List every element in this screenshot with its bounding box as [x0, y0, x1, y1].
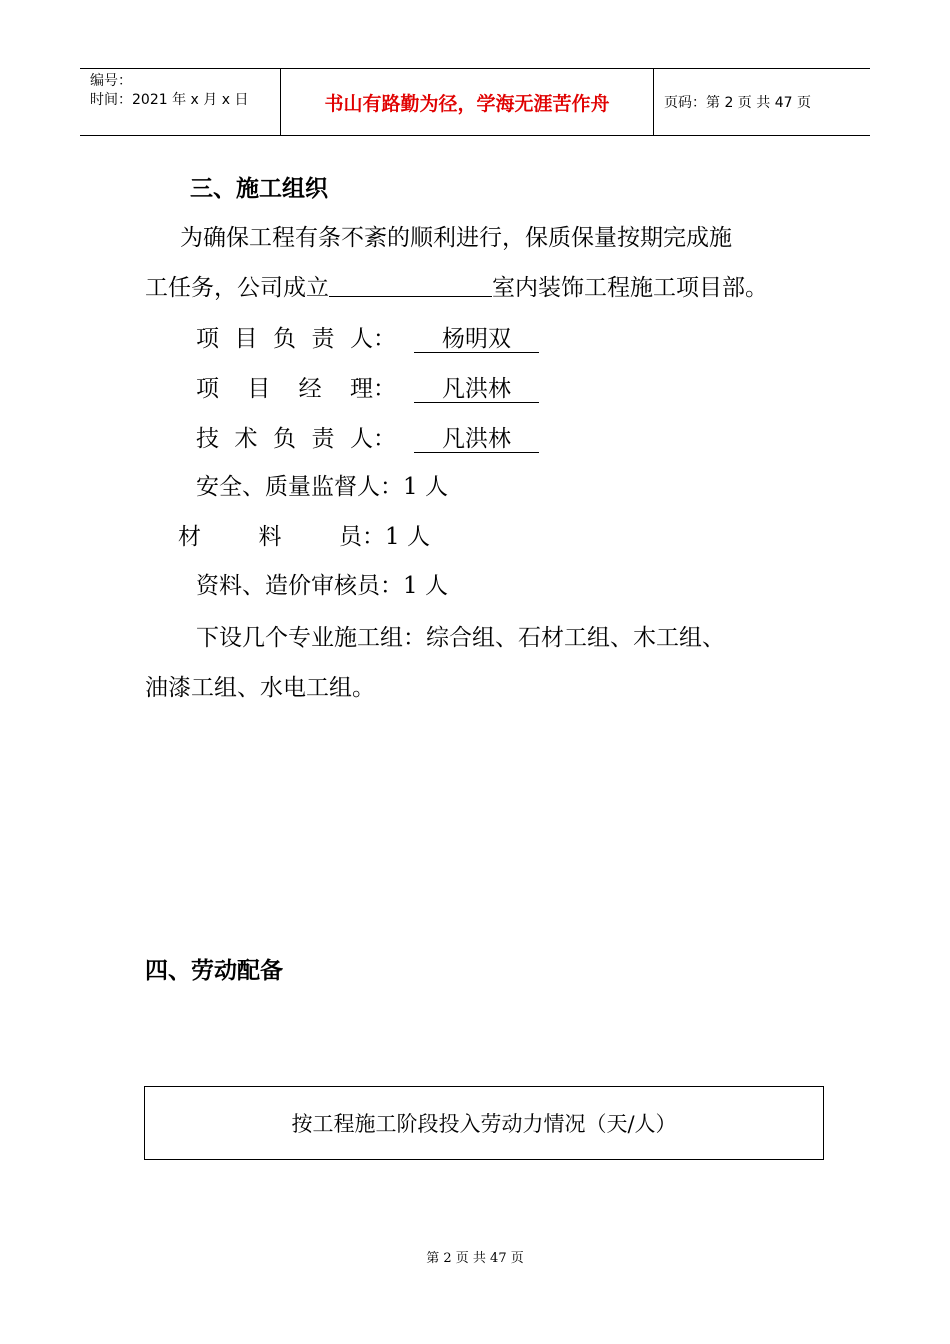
- role-char: 目: [247, 376, 271, 402]
- paragraph-line-2-post: 室内装饰工程施工项目部。: [492, 275, 768, 301]
- role-char: 员：1 人: [339, 524, 430, 550]
- role-char: 理：: [349, 376, 396, 402]
- role-char: 人：: [350, 426, 396, 452]
- groups-line-2: 油漆工组、水电工组。: [145, 675, 375, 701]
- role-project-leader: [196, 320, 539, 353]
- role-value: 杨明双: [414, 326, 539, 353]
- paragraph-line-1: 为确保工程有条不紊的顺利进行，保质保量按期完成施: [180, 225, 732, 251]
- role-char: 经: [298, 376, 322, 402]
- role-project-manager: [196, 370, 539, 403]
- safety-supervisor: 安全、质量监督人：1 人: [196, 474, 448, 500]
- role-label: [196, 370, 396, 403]
- header-page-info: 页码：第 2 页 共 47 页: [664, 95, 811, 111]
- role-label: [196, 320, 396, 353]
- role-technical-leader: [196, 420, 539, 453]
- role-char: 负: [273, 326, 296, 352]
- role-char: 术: [234, 426, 258, 452]
- document-number-label: 编号：: [90, 73, 132, 89]
- material-staff: [178, 518, 430, 551]
- role-label: [196, 420, 396, 453]
- section-4-title: 四、劳动配备: [145, 958, 283, 984]
- role-char: 负: [273, 426, 296, 452]
- docs-reviewer: 资料、造价审核员：1 人: [196, 573, 448, 599]
- paragraph-line-2: [145, 269, 768, 302]
- role-char: 项: [196, 326, 219, 352]
- role-char: 材: [178, 524, 201, 550]
- role-char: 责: [311, 426, 335, 452]
- role-char: 责: [311, 326, 335, 352]
- page-footer: 第 2 页 共 47 页: [426, 1251, 524, 1266]
- role-char: 料: [258, 524, 282, 550]
- role-char: 技: [196, 426, 219, 452]
- project-name-blank: [329, 274, 492, 297]
- material-label: [178, 518, 430, 551]
- labor-table-header: [144, 1086, 824, 1160]
- header-motto: 书山有路勤为径，学海无涯苦作舟: [281, 69, 654, 135]
- section-3-title: 三、施工组织: [190, 176, 328, 202]
- role-char: 目: [234, 326, 258, 352]
- role-value: 凡洪林: [414, 426, 539, 453]
- document-date: 时间：2021 年 x 月 x 日: [90, 92, 249, 108]
- paragraph-line-2-pre: 工任务，公司成立: [145, 275, 329, 301]
- role-char: 人：: [350, 326, 396, 352]
- labor-table-title: 按工程施工阶段投入劳动力情况（天/人）: [291, 1112, 677, 1136]
- role-value: 凡洪林: [414, 376, 539, 403]
- header-meta: [80, 69, 281, 135]
- page-header: [80, 68, 870, 136]
- groups-line-1: 下设几个专业施工组：综合组、石材工组、木工组、: [196, 625, 725, 651]
- role-char: 项: [196, 376, 219, 402]
